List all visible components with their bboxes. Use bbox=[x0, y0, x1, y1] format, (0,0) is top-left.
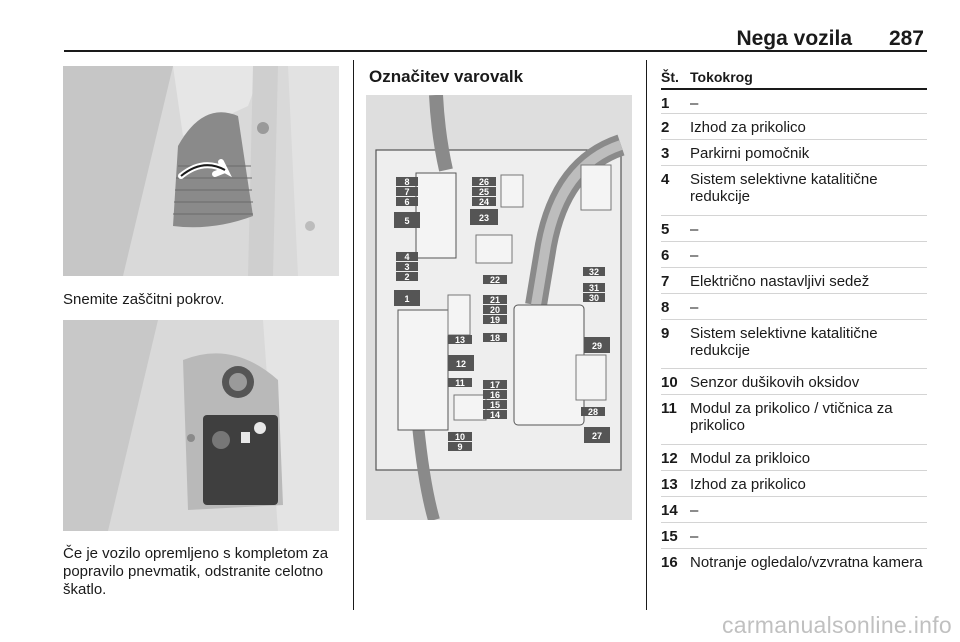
svg-text:14: 14 bbox=[489, 410, 501, 420]
fuse-1 bbox=[394, 290, 420, 306]
table-row bbox=[661, 268, 927, 294]
circuit-description: – bbox=[690, 299, 699, 316]
table-row bbox=[661, 497, 927, 523]
svg-text:17: 17 bbox=[489, 380, 501, 390]
fuse-number: 10 bbox=[661, 374, 678, 391]
svg-text:10: 10 bbox=[454, 432, 466, 442]
fuse-13 bbox=[448, 335, 472, 345]
fuse-9 bbox=[448, 442, 472, 452]
fuse-number: 8 bbox=[661, 299, 670, 316]
fuse-29 bbox=[584, 337, 610, 353]
table-row bbox=[661, 216, 927, 242]
header-number: Št. bbox=[661, 69, 679, 85]
fuse-19 bbox=[483, 315, 507, 325]
svg-text:19: 19 bbox=[489, 315, 501, 325]
fuse-17 bbox=[483, 380, 507, 390]
svg-text:3: 3 bbox=[404, 262, 410, 272]
circuit-description: Električno nastavljivi sedež bbox=[690, 273, 870, 290]
svg-text:22: 22 bbox=[489, 275, 501, 285]
fuse-22 bbox=[483, 275, 507, 285]
table-row bbox=[661, 114, 927, 140]
svg-text:1: 1 bbox=[404, 294, 410, 304]
circuit-description: – bbox=[690, 247, 699, 264]
fuse-number: 2 bbox=[661, 119, 670, 136]
svg-text:27: 27 bbox=[591, 431, 603, 441]
fuse-number: 7 bbox=[661, 273, 670, 290]
svg-text:21: 21 bbox=[489, 295, 501, 305]
svg-text:6: 6 bbox=[404, 197, 410, 207]
header-rule bbox=[64, 50, 927, 52]
svg-text:9: 9 bbox=[457, 442, 463, 452]
svg-text:32: 32 bbox=[588, 267, 600, 277]
photo1-caption: Snemite zaščitni pokrov. bbox=[63, 291, 225, 308]
svg-text:28: 28 bbox=[587, 407, 599, 417]
circuit-description: Izhod za prikolico bbox=[690, 476, 806, 493]
circuit-description: – bbox=[690, 502, 699, 519]
fuse-10 bbox=[448, 432, 472, 442]
svg-text:30: 30 bbox=[588, 293, 600, 303]
fuse-box-diagram bbox=[366, 95, 632, 520]
circuit-description: Senzor dušikovih oksidov bbox=[690, 374, 860, 391]
page-header bbox=[0, 0, 960, 52]
tire-kit-photo bbox=[63, 320, 339, 531]
table-row bbox=[661, 166, 927, 216]
table-row bbox=[661, 320, 927, 369]
fuse-28 bbox=[581, 407, 605, 417]
fuse-23 bbox=[470, 209, 498, 225]
table-header bbox=[661, 66, 927, 90]
page-number: 287 bbox=[888, 27, 924, 50]
fuse-27 bbox=[584, 427, 610, 443]
svg-text:11: 11 bbox=[455, 378, 465, 388]
svg-text:13: 13 bbox=[454, 335, 466, 345]
fuse-number: 5 bbox=[661, 221, 670, 238]
svg-text:15: 15 bbox=[489, 400, 501, 410]
fuse-16 bbox=[483, 390, 507, 400]
svg-text:20: 20 bbox=[489, 305, 501, 315]
table-row bbox=[661, 445, 927, 471]
fuse-number: 9 bbox=[661, 325, 670, 342]
fuse-20 bbox=[483, 305, 507, 315]
svg-text:18: 18 bbox=[489, 333, 501, 343]
fuse-26 bbox=[472, 177, 496, 187]
fuse-number: 4 bbox=[661, 171, 670, 188]
fuse-6 bbox=[396, 197, 418, 207]
fuse-12 bbox=[448, 355, 474, 371]
circuit-description: Sistem selektivne katalitične redukcije bbox=[690, 171, 878, 205]
table-row bbox=[661, 140, 927, 166]
fuse-11 bbox=[448, 378, 472, 388]
svg-text:29: 29 bbox=[591, 341, 603, 351]
chapter-title: Nega vozila bbox=[736, 27, 852, 50]
fuse-7 bbox=[396, 187, 418, 197]
fuse-25 bbox=[472, 187, 496, 197]
fuse-number: 13 bbox=[661, 476, 678, 493]
fuse-8 bbox=[396, 177, 418, 187]
svg-text:2: 2 bbox=[404, 272, 410, 282]
fuse-4 bbox=[396, 252, 418, 262]
fuse-14 bbox=[483, 410, 507, 420]
fuse-number: 3 bbox=[661, 145, 670, 162]
table-row bbox=[661, 549, 927, 599]
svg-text:5: 5 bbox=[404, 216, 410, 226]
svg-text:25: 25 bbox=[478, 187, 490, 197]
header-circuit: Tokokrog bbox=[690, 69, 753, 85]
fuse-number: 15 bbox=[661, 528, 678, 545]
circuit-description: Notranje ogledalo/vzvratna kamera bbox=[690, 554, 923, 571]
watermark: carmanualsonline.info bbox=[721, 612, 952, 638]
fuse-number: 14 bbox=[661, 502, 678, 519]
column-divider-left bbox=[353, 60, 354, 610]
table-row bbox=[661, 395, 927, 445]
fuse-table bbox=[661, 66, 927, 599]
svg-text:8: 8 bbox=[404, 177, 410, 187]
fuse-31 bbox=[583, 283, 605, 293]
fuse-3 bbox=[396, 262, 418, 272]
table-row bbox=[661, 90, 927, 114]
cover-panel-photo bbox=[63, 66, 339, 276]
svg-text:7: 7 bbox=[404, 187, 410, 197]
svg-text:4: 4 bbox=[404, 252, 410, 262]
section-title: Označitev varovalk bbox=[369, 67, 524, 86]
fuse-number: 6 bbox=[661, 247, 670, 264]
svg-text:16: 16 bbox=[489, 390, 501, 400]
photo2-caption: Če je vozilo opremljeno s kompletom za popravilo pnevmatik, odstranite celotno škatlo. bbox=[63, 545, 329, 598]
fuse-number: 11 bbox=[661, 400, 677, 417]
fuse-18 bbox=[483, 333, 507, 343]
circuit-description: Modul za prikolico / vtičnica za prikolico bbox=[690, 400, 893, 434]
svg-text:12: 12 bbox=[455, 359, 467, 369]
fuse-21 bbox=[483, 295, 507, 305]
fuse-24 bbox=[472, 197, 496, 207]
circuit-description: Sistem selektivne katalitične redukcije bbox=[690, 325, 878, 359]
svg-text:24: 24 bbox=[478, 197, 490, 207]
circuit-description: – bbox=[690, 221, 699, 238]
table-body bbox=[661, 90, 927, 599]
table-row bbox=[661, 369, 927, 395]
fuse-5 bbox=[394, 212, 420, 228]
circuit-description: Modul za prikloico bbox=[690, 450, 811, 467]
fuse-number: 12 bbox=[661, 450, 678, 467]
column-divider-right bbox=[646, 60, 647, 610]
svg-text:31: 31 bbox=[588, 283, 600, 293]
fuse-32 bbox=[583, 267, 605, 277]
svg-text:23: 23 bbox=[478, 213, 490, 223]
table-row bbox=[661, 523, 927, 549]
fuse-15 bbox=[483, 400, 507, 410]
circuit-description: Parkirni pomočnik bbox=[690, 145, 810, 162]
circuit-description: Izhod za prikolico bbox=[690, 119, 806, 136]
circuit-description: – bbox=[690, 528, 699, 545]
circuit-description: – bbox=[690, 95, 699, 112]
svg-text:26: 26 bbox=[478, 177, 490, 187]
fuse-2 bbox=[396, 272, 418, 282]
fuse-30 bbox=[583, 293, 605, 303]
fuse-number: 16 bbox=[661, 554, 678, 571]
table-row bbox=[661, 471, 927, 497]
table-row bbox=[661, 294, 927, 320]
fuse-number: 1 bbox=[661, 95, 670, 112]
table-row bbox=[661, 242, 927, 268]
